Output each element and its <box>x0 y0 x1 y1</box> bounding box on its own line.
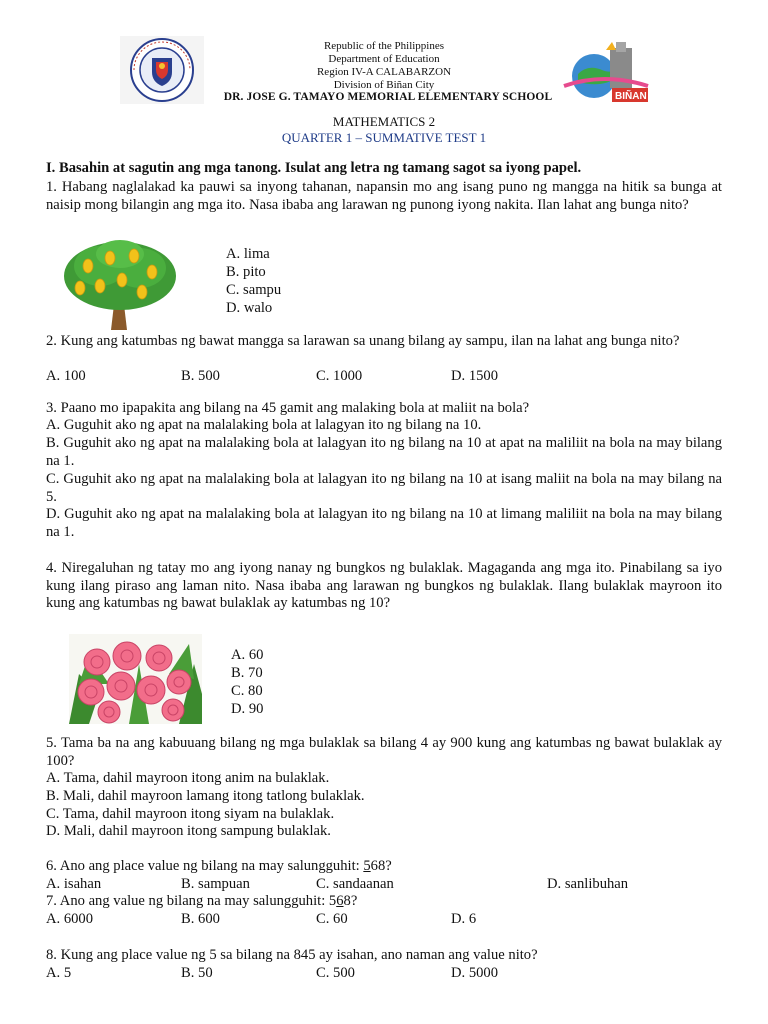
q5-option-c: C. Tama, dahil mayroon itong siyam na bulaklak. <box>46 806 335 822</box>
question-4: 4. Niregaluhan ng tatay mo ang iyong nanay ng bungkos ng bulaklak. Magaganda ang mga ito. Pinabilang sa iyo kung ilang piraso ang laman nito. Nasa ibaba ang larawan ng bungkos ng bulaklak. Ilang bulaklak mayroon ito kung ang katumbas ng bawat bulaklak ay katumbas ng 10? <box>46 560 722 611</box>
q1-option-b: B. pito <box>226 264 266 280</box>
q6-underlined-digit: 5 <box>363 858 371 874</box>
q1-option-d: D. walo <box>226 300 273 316</box>
q3-option-d: D. Guguhit ako ng apat na malalaking bola at lalagyan ito ng bilang na 10 at limang maliliit na bola na may bilang na 1. <box>46 506 722 540</box>
q8-option-d: D. 5000 <box>451 965 499 981</box>
q6-option-c: C. sandaanan <box>316 876 394 892</box>
q4-option-c: C. 80 <box>231 683 263 699</box>
q8-option-c: C. 500 <box>316 965 355 981</box>
division-logo-text: BIÑAN <box>615 91 647 102</box>
q2-option-a: A. 100 <box>46 368 86 384</box>
q7-text-after: 8? <box>343 893 358 909</box>
q6-option-b: B. sampuan <box>181 876 250 892</box>
q2-option-c: C. 1000 <box>316 368 363 384</box>
q6-text-before: 6. Ano ang place value ng bilang na may salungguhit: <box>46 858 364 874</box>
question-3: 3. Paano mo ipapakita ang bilang na 45 gamit ang malaking bola at maliit na bola? <box>46 400 530 416</box>
q4-option-d: D. 90 <box>231 701 264 717</box>
q2-option-d: D. 1500 <box>451 368 499 384</box>
q8-option-a: A. 5 <box>46 965 72 981</box>
q3-option-b: B. Guguhit ako ng apat na malalaking bola at lalagyan ito ng bilang na 10 at apat na maliliit na bola na may bilang na 1. <box>46 435 722 469</box>
q2-option-b: B. 500 <box>181 368 220 384</box>
q8-option-b: B. 50 <box>181 965 213 981</box>
q7-option-d: D. 6 <box>451 911 477 927</box>
test-title: QUARTER 1 – SUMMATIVE TEST 1 <box>281 130 487 145</box>
question-7 <box>46 893 722 911</box>
header-line-3: Region IV-A CALABARZON <box>316 66 452 78</box>
question-6 <box>46 858 722 876</box>
roses-bouquet-image <box>69 634 202 724</box>
q5-option-a: A. Tama, dahil mayroon itong anim na bulaklak. <box>46 770 330 786</box>
header-line-4: Division of Biñan City <box>333 79 435 91</box>
q1-option-a: A. lima <box>226 246 270 262</box>
header-line-1: Republic of the Philippines <box>323 40 445 52</box>
question-2: 2. Kung ang katumbas ng bawat mangga sa larawan sa unang bilang ay sampu, ilan na lahat ang bunga nito? <box>46 333 680 349</box>
q7-option-b: B. 600 <box>181 911 220 927</box>
instruction: I. Basahin at sagutin ang mga tanong. Isulat ang letra ng tamang sagot sa iyong papel. <box>46 160 582 176</box>
q5-option-b: B. Mali, dahil mayroon lamang itong tatlong bulaklak. <box>46 788 365 804</box>
question-1: 1. Habang naglalakad ka pauwi sa inyong tahanan, napansin mo ang isang puno ng mangga na hitik sa bunga at naisip mong bilangin ang mga ito. Nasa ibaba ang larawan ng punong iyong nakita. Ilan lahat ang bunga nito? <box>46 179 722 213</box>
question-5: 5. Tama ba na ang kabuuang bilang ng mga bulaklak sa bilang 4 ay 900 kung ang katumbas ng bawat bulaklak ay 100? <box>46 735 722 769</box>
q4-option-a: A. 60 <box>231 647 264 663</box>
q7-underlined-digit: 6 <box>336 893 344 909</box>
q3-option-c: C. Guguhit ako ng apat na malalaking bola at lalagyan ito ng bilang na 10 at isang maliit na bola na may bilang na 5. <box>46 471 722 505</box>
q6-option-d: D. sanlibuhan <box>547 876 629 892</box>
q1-option-c: C. sampu <box>226 282 282 298</box>
q6-text-after: 68? <box>370 858 392 874</box>
q6-option-a: A. isahan <box>46 876 102 892</box>
q7-option-a: A. 6000 <box>46 911 94 927</box>
header-line-2: Department of Education <box>328 53 440 65</box>
q5-option-d: D. Mali, dahil mayroon itong sampung bulaklak. <box>46 823 331 839</box>
q7-option-c: C. 60 <box>316 911 348 927</box>
q4-option-b: B. 70 <box>231 665 263 681</box>
question-8: 8. Kung ang place value ng 5 sa bilang na 845 ay isahan, ano naman ang value nito? <box>46 947 538 963</box>
q7-text-before: 7. Ano ang value ng bilang na may salungguhit: 5 <box>46 893 337 909</box>
subject-title: MATHEMATICS 2 <box>332 114 436 129</box>
school-name: DR. JOSE G. TAMAYO MEMORIAL ELEMENTARY SCHOOL <box>223 91 553 103</box>
q3-option-a: A. Guguhit ako ng apat na malalaking bola at lalagyan ito ng bilang na 10. <box>46 417 482 433</box>
mango-tree-image <box>60 236 180 334</box>
